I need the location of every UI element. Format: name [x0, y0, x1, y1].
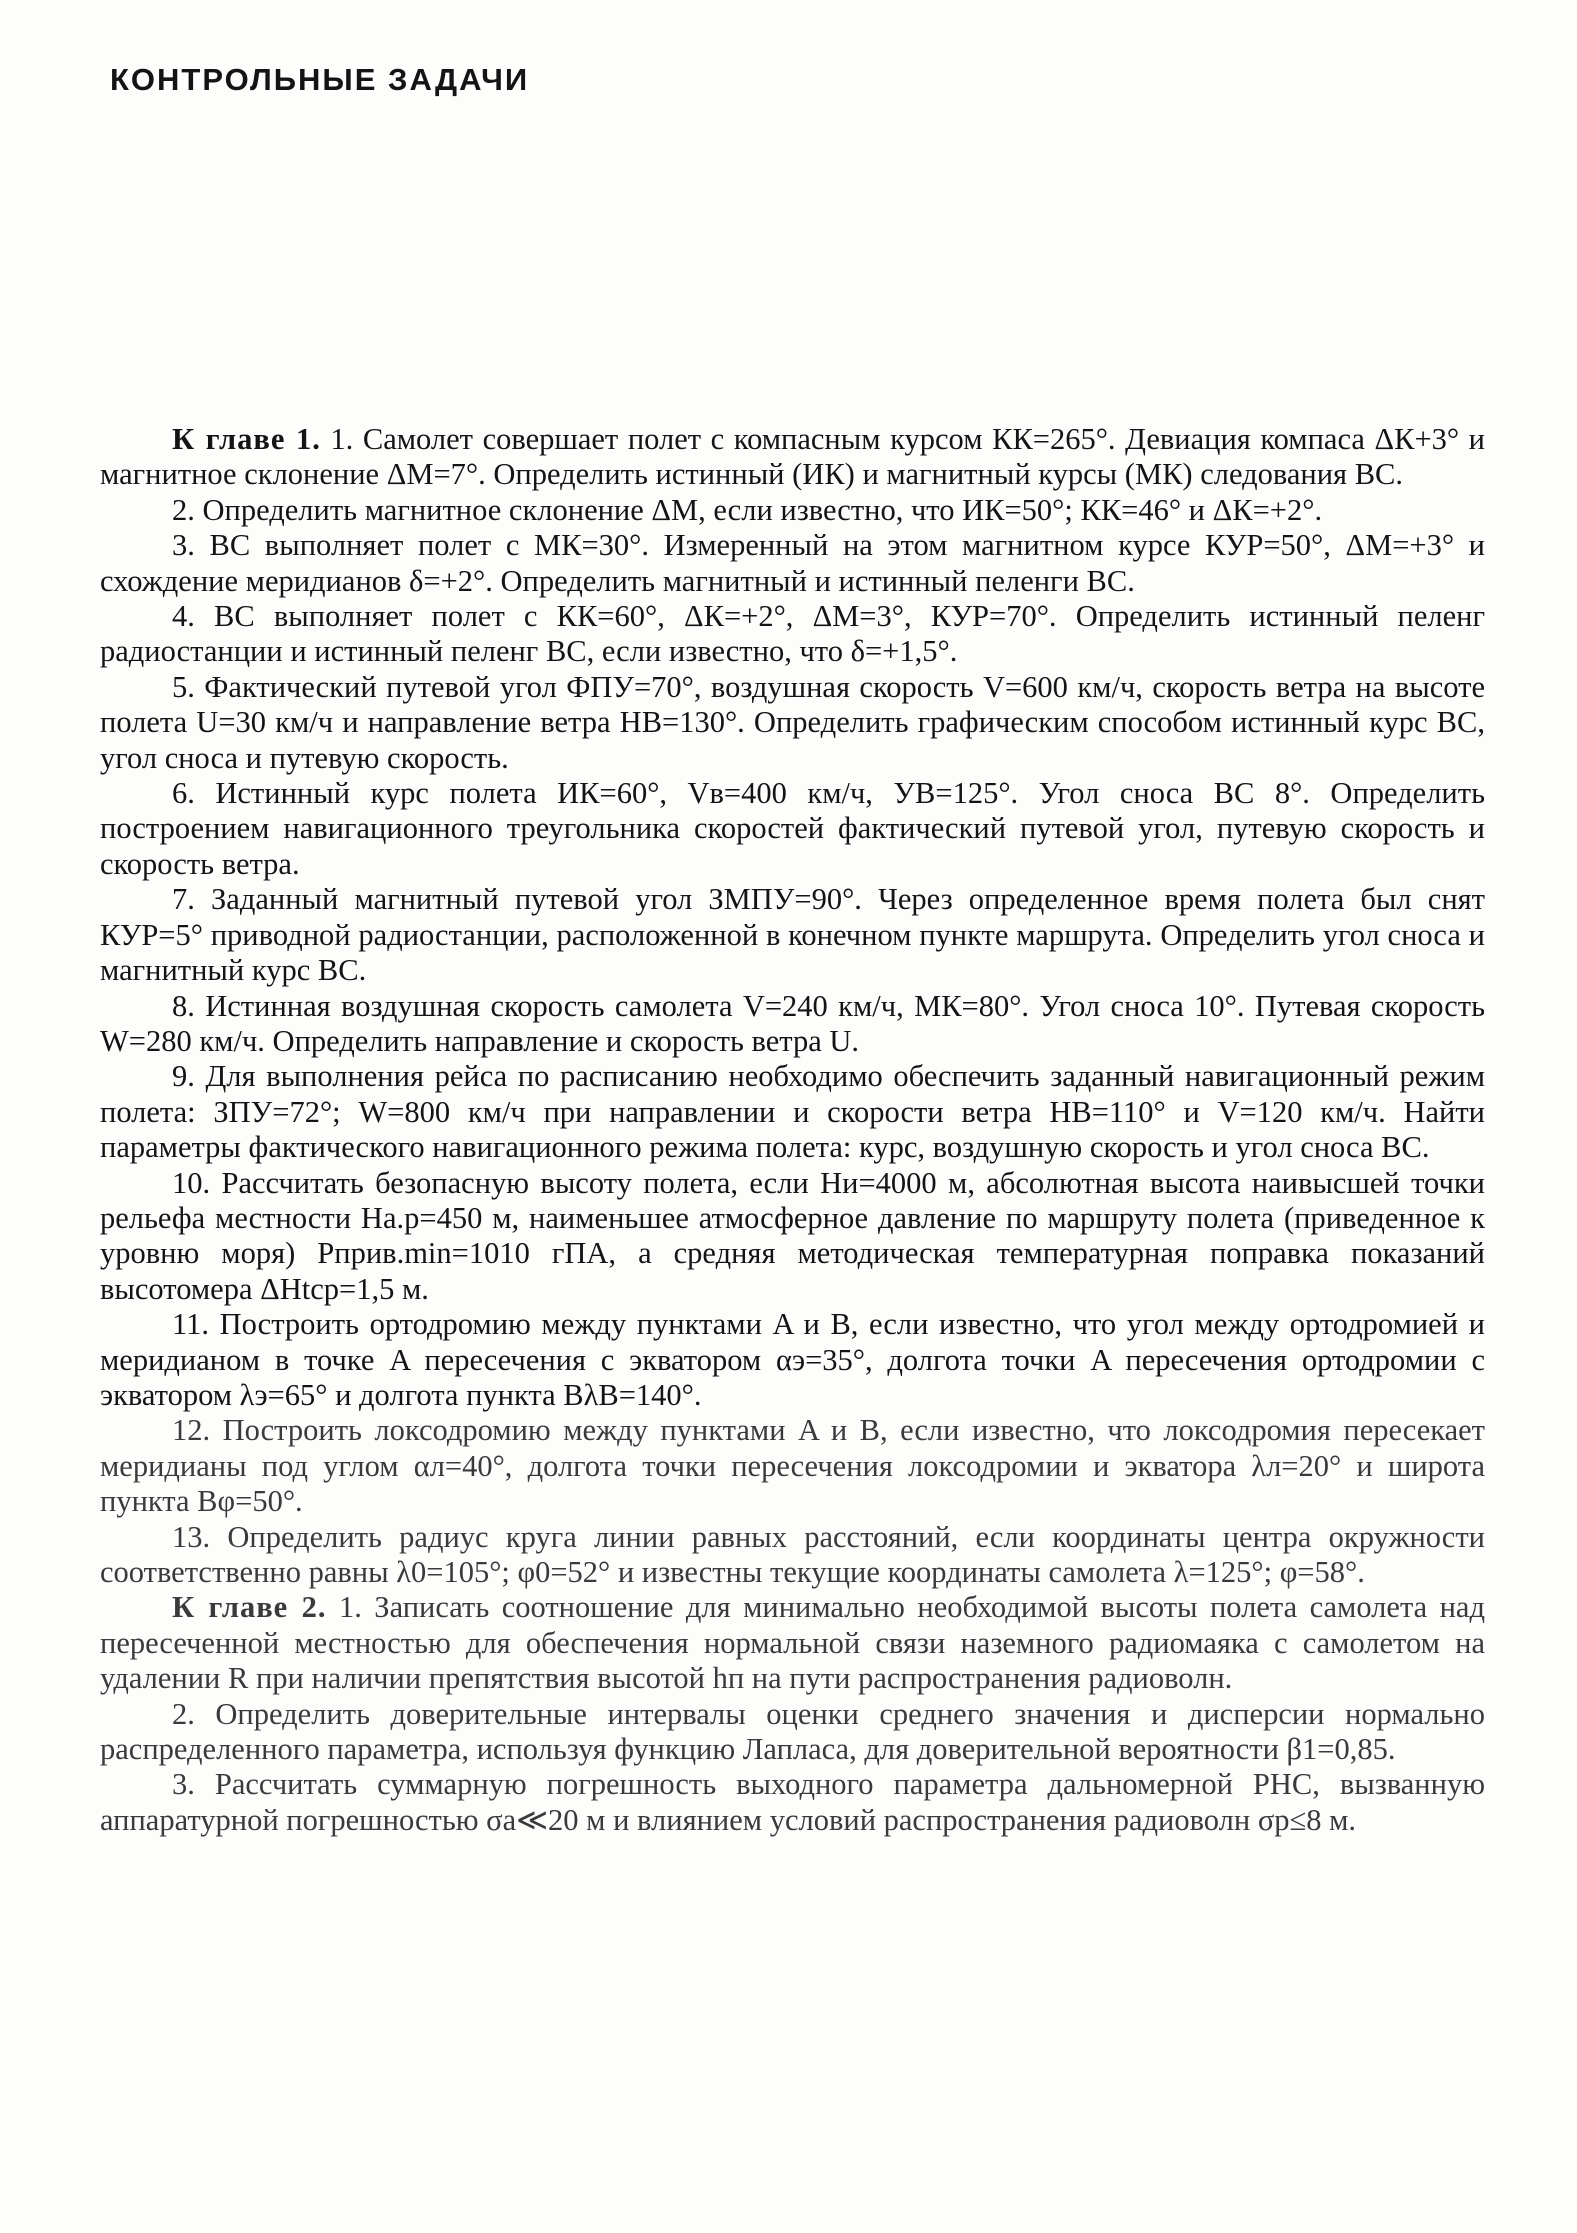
problem-paragraph: [100, 1413, 1485, 1519]
problem-text: 3. ВС выполняет полет с МК=30°. Измеренный на этом магнитном курсе КУР=50°, ΔМ=+3° и схождение меридианов δ=+2°. Определить магнитный и истинный пеленги ВС.: [100, 528, 1485, 598]
problems-list: [100, 422, 1485, 1838]
problem-paragraph: [100, 670, 1485, 776]
problem-text: 2. Определить доверительные интервалы оценки среднего значения и дисперсии нормально распределенного параметра, используя функцию Лапласа, для доверительной вероятности β1=0,85.: [100, 1696, 1485, 1767]
problem-paragraph: [100, 1767, 1485, 1838]
problem-text: 13. Определить радиус круга линии равных расстояний, если координаты центра окружности соответственно равны λ0=105°; φ0=52° и известны текущие координаты самолета λ=125°; φ=58°.: [100, 1519, 1485, 1589]
chapter-label: К главе 2.: [172, 1590, 327, 1625]
problem-paragraph: [100, 493, 1485, 528]
problem-text: 6. Истинный курс полета ИК=60°, Vв=400 км/ч, УВ=125°. Угол сноса ВС 8°. Определить построением навигационного треугольника скоростей фактический путевой угол, путевую скорость и скорость ветра.: [100, 776, 1485, 881]
problem-paragraph: [100, 1520, 1485, 1591]
problem-text: 2. Определить магнитное склонение ΔМ, если известно, что ИК=50°; КК=46° и ΔК=+2°.: [172, 492, 1323, 527]
problem-paragraph: [100, 1059, 1485, 1165]
problem-text: 11. Построить ортодромию между пунктами A и B, если известно, что угол между ортодромией и меридианом в точке A пересечения с экватором αэ=35°, долгота точки A пересечения ортодромии с экватором λэ=65° и долгота пункта BλB=140°.: [100, 1307, 1485, 1412]
problem-paragraph: [100, 422, 1485, 493]
problem-text: 1. Записать соотношение для минимально необходимой высоты полета самолета над пересеченной местностью для обеспечения нормальной связи наземного радиомаяка с самолетом на удалении R при наличии препятствия высотой hп на пути распространения радиоволн.: [100, 1590, 1485, 1696]
problem-paragraph: [100, 776, 1485, 882]
problem-text: 8. Истинная воздушная скорость самолета V=240 км/ч, МК=80°. Угол сноса 10°. Путевая скорость W=280 км/ч. Определить направление и скорость ветра U.: [100, 988, 1485, 1058]
problem-paragraph: [100, 1166, 1485, 1308]
problem-paragraph: [100, 528, 1485, 599]
section-title: КОНТРОЛЬНЫЕ ЗАДАЧИ: [110, 62, 530, 97]
chapter-label: К главе 1.: [172, 422, 321, 456]
problem-paragraph: [100, 1307, 1485, 1413]
problem-text: 12. Построить локсодромию между пунктами A и B, если известно, что локсодромия пересекает меридианы под углом αл=40°, долгота точки пересечения локсодромии и экватора λл=20° и широта пункта Bφ=50°.: [100, 1413, 1485, 1519]
problem-paragraph: [100, 882, 1485, 988]
problem-paragraph: [100, 1697, 1485, 1768]
problem-text: 4. ВС выполняет полет с КК=60°, ΔК=+2°, ΔМ=3°, КУР=70°. Определить истинный пеленг радиостанции и истинный пеленг ВС, если известно, что δ=+1,5°.: [100, 599, 1485, 669]
problem-paragraph: [100, 989, 1485, 1060]
problem-text: 7. Заданный магнитный путевой угол ЗМПУ=90°. Через определенное время полета был снят КУР=5° приводной радиостанции, расположенной в конечном пункте маршрута. Определить угол сноса и магнитный курс ВС.: [100, 882, 1485, 988]
problem-text: 10. Рассчитать безопасную высоту полета, если Hи=4000 м, абсолютная высота наивысшей точки рельефа местности Hа.р=450 м, наименьшее атмосферное давление по маршруту полета (приведенное к уровню моря) Pприв.min=1010 гПА, а средняя методическая температурная поправка показаний высотомера ΔHtср=1,5 м.: [100, 1165, 1485, 1306]
problem-text: 5. Фактический путевой угол ФПУ=70°, воздушная скорость V=600 км/ч, скорость ветра на высоте полета U=30 км/ч и направление ветра НВ=130°. Определить графическим способом истинный курс ВС, угол сноса и путевую скорость.: [100, 669, 1485, 775]
problem-text: 9. Для выполнения рейса по расписанию необходимо обеспечить заданный навигационный режим полета: ЗПУ=72°; W=800 км/ч при направлении и скорости ветра НВ=110° и V=120 км/ч. Найти параметры фактического навигационного режима полета: курс, воздушную скорость и угол сноса ВС.: [100, 1059, 1485, 1165]
problem-text: 1. Самолет совершает полет с компасным курсом КК=265°. Девиация компаса ΔК+3° и магнитное склонение ΔМ=7°. Определить истинный (ИК) и магнитный курсы (МК) следования ВС.: [100, 422, 1486, 492]
problem-paragraph: [100, 1590, 1485, 1696]
problem-paragraph: [100, 599, 1485, 670]
problem-text: 3. Рассчитать суммарную погрешность выходного параметра дальномерной РНС, вызванную аппаратурной погрешностью σа≪20 м и влиянием условий распространения радиоволн σр≤8 м.: [100, 1767, 1485, 1837]
